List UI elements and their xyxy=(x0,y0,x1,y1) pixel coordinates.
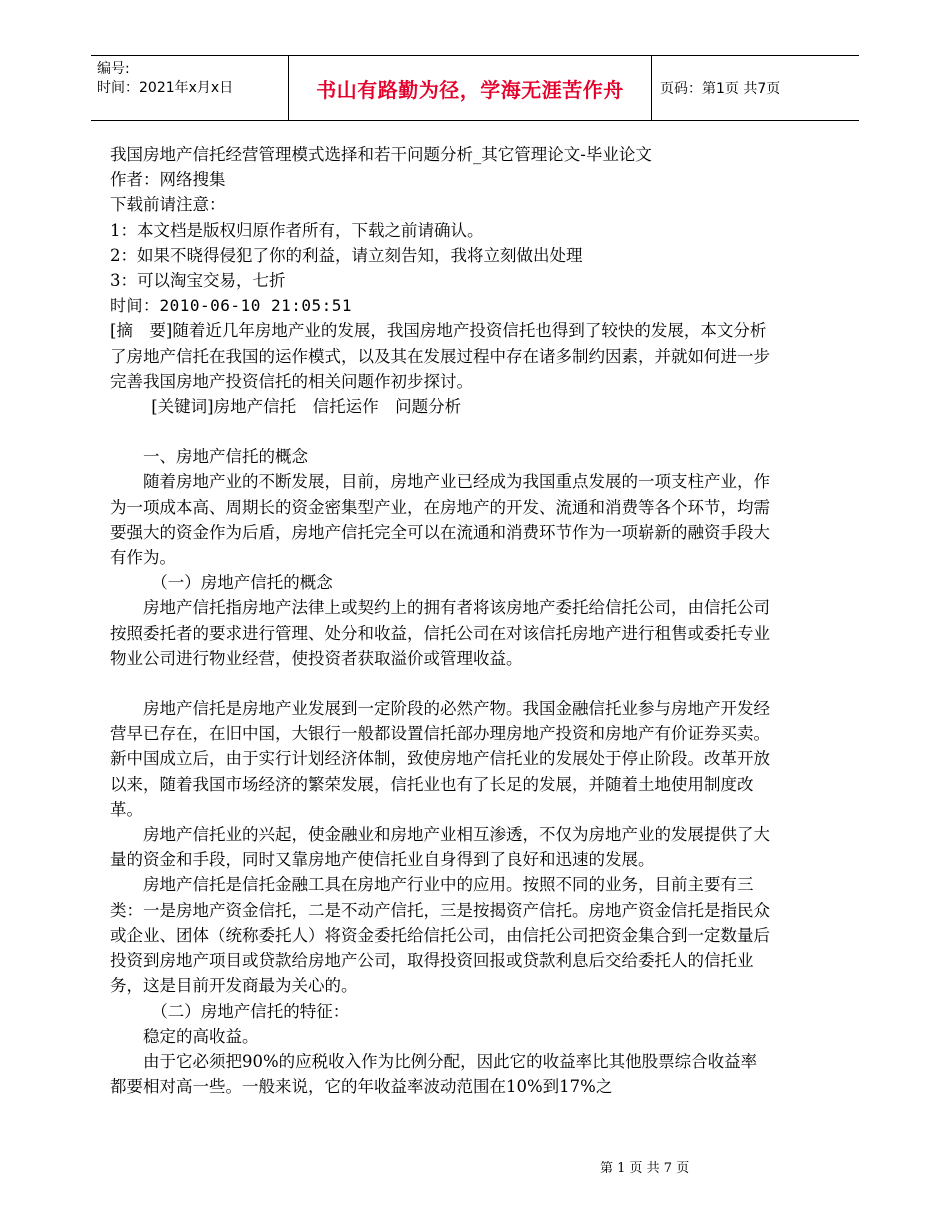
document-timestamp: 时间：2010-06-10 21:05:51 xyxy=(110,296,353,316)
serial-label: 编号: xyxy=(97,61,130,77)
keywords: [关键词]房地产信托 信托运作 问题分析 xyxy=(151,397,462,417)
notice-heading: 下载前请注意： xyxy=(110,195,226,215)
subsection-heading-2: （二）房地产信托的特征： xyxy=(151,1001,350,1021)
spacer xyxy=(110,671,770,696)
paragraph: 房地产信托业的兴起，使金融业和房地产业相互渗透，不仅为房地产业的发展提供了大量的资金和手段，同时又靠房地产使信托业自身得到了良好和迅速的发展。 xyxy=(110,825,770,870)
notice-item-1: 1：本文档是版权归原作者所有，下载之前请确认。 xyxy=(110,220,484,240)
spacer xyxy=(110,419,770,444)
subsection-heading-1: （一）房地产信托的概念 xyxy=(151,573,333,593)
paragraph: 房地产信托是信托金融工具在房地产行业中的应用。按照不同的业务，目前主要有三类：一是房地产资金信托，二是不动产信托，三是按揭资产信托。房地产资金信托是指民众或企业、团体（统称委托人）将资金委托给信托公司，由信托公司把资金集合到一定数量后投资到房地产项目或贷款给房地产公司，取得投资回报或贷款利息后交给委托人的信托业务，这是目前开发商最为关心的。 xyxy=(110,875,770,996)
page-footer: 第 1 页 共 7 页 xyxy=(600,1161,690,1176)
time-label: 时间：2021年x月x日 xyxy=(97,80,234,96)
header-page-label: 页码：第1页 共7页 xyxy=(660,81,781,97)
document-title: 我国房地产信托经营管理模式选择和若干问题分析_其它管理论文-毕业论文 xyxy=(110,145,652,164)
abstract: [摘 要]随着近几年房地产业的发展，我国房地产投资信托也得到了较快的发展，本文分析了房地产信托在我国的运作模式，以及其在发展过程中存在诸多制约因素，并就如何进一步完善我国房地产投资信托的相关问题作初步探讨。 xyxy=(110,321,770,391)
section-heading-1: 一、房地产信托的概念 xyxy=(143,447,308,467)
header-left-cell xyxy=(91,56,288,120)
header-motto: 书山有路勤为径，学海无涯苦作舟 xyxy=(288,56,652,120)
notice-item-3: 3：可以淘宝交易，七折 xyxy=(110,271,286,291)
page-header xyxy=(91,55,859,121)
paragraph: 稳定的高收益。 xyxy=(143,1026,259,1046)
paragraph: 房地产信托指房地产法律上或契约上的拥有者将该房地产委托给信托公司，由信托公司按照委托者的要求进行管理、处分和收益，信托公司在对该信托房地产进行租售或委托专业物业公司进行物业经营，使投资者获取溢价或管理收益。 xyxy=(110,598,770,668)
paragraph: 随着房地产业的不断发展，目前，房地产业已经成为我国重点发展的一项支柱产业，作为一项成本高、周期长的资金密集型产业，在房地产的开发、流通和消费等各个环节，均需要强大的资金作为后盾，房地产信托完全可以在流通和消费环节作为一项崭新的融资手段大有作为。 xyxy=(110,472,770,568)
paragraph: 由于它必须把90%的应税收入作为比例分配，因此它的收益率比其他股票综合收益率都要相对高一些。一般来说，它的年收益率波动范围在10%到17%之 xyxy=(110,1051,758,1097)
document-author: 作者：网络搜集 xyxy=(110,170,226,190)
paragraph: 房地产信托是房地产业发展到一定阶段的必然产物。我国金融信托业参与房地产开发经营早已存在，在旧中国，大银行一般都设置信托部办理房地产投资和房地产有价证券买卖。新中国成立后，由于实行计划经济体制，致使房地产信托业的发展处于停止阶段。改革开放以来，随着我国市场经济的繁荣发展，信托业也有了长足的发展，并随着土地使用制度改革。 xyxy=(110,699,770,819)
notice-item-2: 2：如果不晓得侵犯了你的利益，请立刻告知，我将立刻做出处理 xyxy=(110,245,583,265)
document-body xyxy=(110,142,770,1099)
